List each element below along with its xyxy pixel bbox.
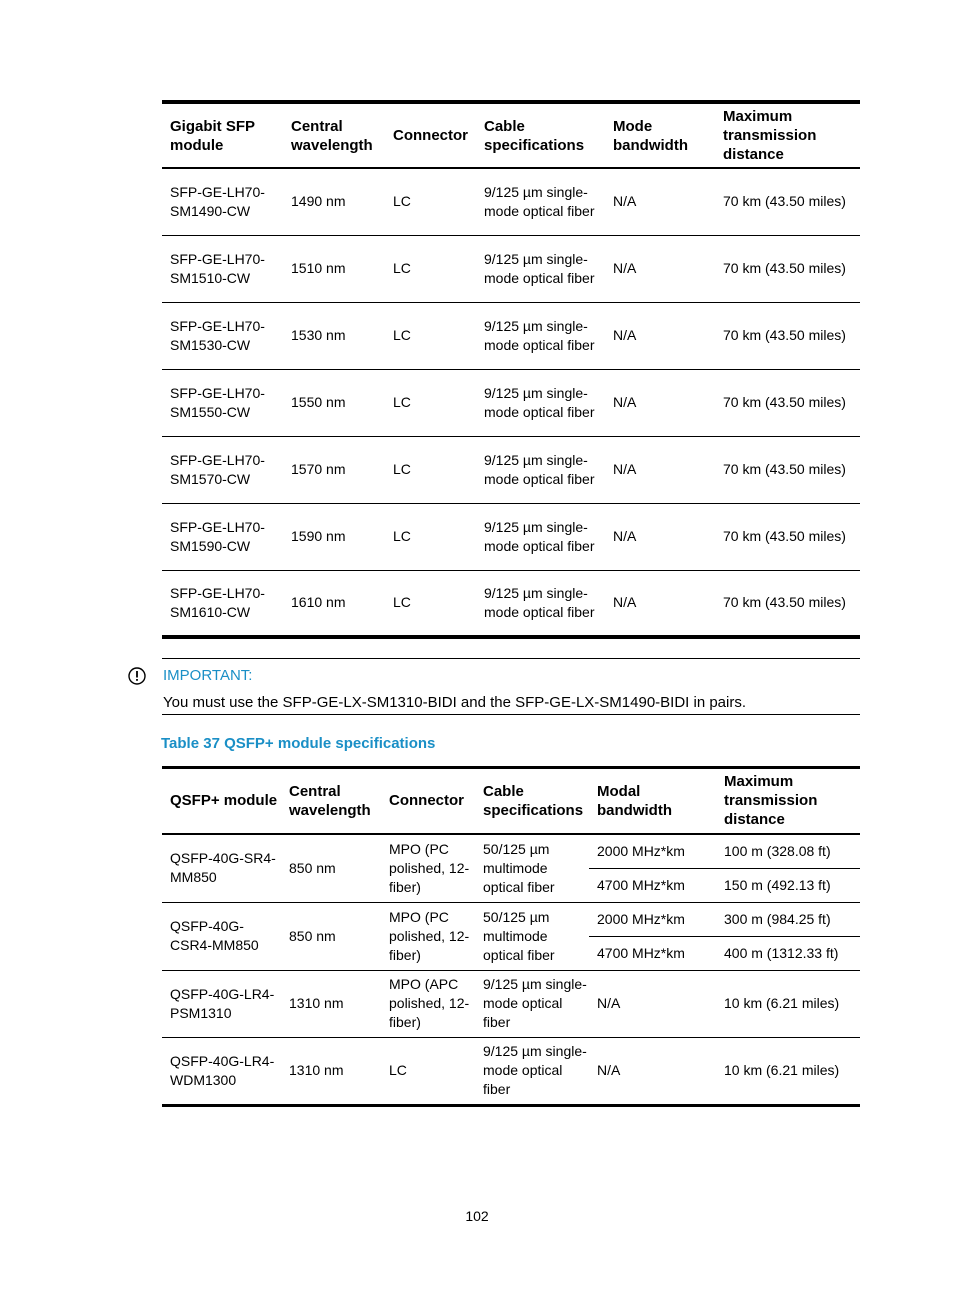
cell-module: QSFP-40G-LR4-PSM1310 (162, 970, 281, 1037)
cell-cable: 50/125 µm multimode optical fiber (475, 834, 589, 903)
qsfp-module-table (162, 766, 860, 1107)
table-row (162, 503, 860, 570)
cell-bandwidth: N/A (589, 970, 716, 1037)
header-cable: Cable specifications (475, 768, 589, 834)
cell-bandwidth: 2000 MHz*km (589, 834, 716, 869)
cell-wavelength: 1530 nm (283, 302, 385, 369)
table-row (162, 570, 860, 637)
cell-bandwidth: N/A (605, 436, 715, 503)
cell-distance: 10 km (6.21 miles) (716, 1037, 860, 1105)
cell-bandwidth: N/A (605, 235, 715, 302)
header-distance: Maximum transmission distance (716, 768, 860, 834)
cell-wavelength: 850 nm (281, 902, 381, 970)
cell-bandwidth: N/A (605, 503, 715, 570)
cell-cable: 9/125 µm single-mode optical fiber (476, 302, 605, 369)
cell-distance: 70 km (43.50 miles) (715, 503, 860, 570)
cell-connector: LC (385, 436, 476, 503)
note-divider (162, 658, 860, 659)
note-label: IMPORTANT: (163, 667, 253, 684)
table-row (162, 369, 860, 436)
cell-cable: 9/125 µm single-mode optical fiber (476, 436, 605, 503)
cell-module: SFP-GE-LH70-SM1590-CW (162, 503, 283, 570)
cell-cable: 9/125 µm single-mode optical fiber (476, 570, 605, 637)
table-row (162, 970, 860, 1037)
cell-module: SFP-GE-LH70-SM1570-CW (162, 436, 283, 503)
cell-cable: 9/125 µm single-mode optical fiber (476, 503, 605, 570)
cell-module: QSFP-40G-LR4-WDM1300 (162, 1037, 281, 1105)
cell-connector: MPO (APC polished, 12-fiber) (381, 970, 475, 1037)
cell-bandwidth: 4700 MHz*km (589, 936, 716, 970)
cell-distance: 100 m (328.08 ft) (716, 834, 860, 869)
page-number: 102 (465, 1208, 489, 1224)
cell-bandwidth: N/A (613, 193, 637, 210)
cell-module: SFP-GE-LH70-SM1490-CW (170, 183, 265, 219)
header-wavelength: Central wavelength (281, 768, 381, 834)
header-bandwidth: Modal bandwidth (589, 768, 716, 834)
header-cable: Cable specifications (476, 102, 605, 168)
cell-module: QSFP-40G-SR4-MM850 (162, 834, 281, 903)
cell-bandwidth: 2000 MHz*km (589, 902, 716, 936)
cell-wavelength: 1550 nm (283, 369, 385, 436)
cell-module: SFP-GE-LH70-SM1610-CW (162, 570, 283, 637)
cell-wavelength: 1310 nm (281, 970, 381, 1037)
cell-connector: LC (385, 235, 476, 302)
cell-distance: 70 km (43.50 miles) (715, 436, 860, 503)
cell-distance: 400 m (1312.33 ft) (716, 936, 860, 970)
cell-connector: LC (385, 503, 476, 570)
header-connector: Connector (385, 102, 476, 168)
cell-connector: LC (393, 193, 411, 210)
cell-wavelength: 1570 nm (283, 436, 385, 503)
table-row (162, 302, 860, 369)
header-distance: Maximum transmission distance (715, 102, 860, 168)
cell-module: QSFP-40G-CSR4-MM850 (162, 902, 281, 970)
cell-connector: LC (385, 369, 476, 436)
table-header-row (162, 102, 860, 168)
cell-module: SFP-GE-LH70-SM1510-CW (162, 235, 283, 302)
cell-connector: LC (385, 570, 476, 637)
table-row (162, 436, 860, 503)
header-module: Gigabit SFP module (162, 102, 283, 168)
table-row (162, 235, 860, 302)
cell-distance: 300 m (984.25 ft) (716, 902, 860, 936)
cell-bandwidth: N/A (605, 369, 715, 436)
cell-bandwidth: N/A (605, 302, 715, 369)
cell-wavelength: 1590 nm (283, 503, 385, 570)
cell-distance: 70 km (43.50 miles) (715, 235, 860, 302)
header-wavelength: Central wavelength (283, 102, 385, 168)
cell-wavelength: 1310 nm (281, 1037, 381, 1105)
cell-connector: LC (381, 1037, 475, 1105)
cell-distance: 70 km (43.50 miles) (715, 369, 860, 436)
cell-cable: 9/125 µm single-mode optical fiber (476, 235, 605, 302)
cell-bandwidth: N/A (589, 1037, 716, 1105)
cell-bandwidth: N/A (605, 570, 715, 637)
cell-cable: 9/125 µm single-mode optical fiber (475, 1037, 589, 1105)
table-row (162, 168, 860, 235)
cell-connector: LC (385, 302, 476, 369)
note-text: You must use the SFP-GE-LX-SM1310-BIDI and the SFP-GE-LX-SM1490-BIDI in pairs. (163, 694, 747, 711)
important-icon (128, 667, 146, 685)
cell-cable: 9/125 µm single-mode optical fiber (476, 369, 605, 436)
cell-wavelength: 1490 nm (291, 193, 346, 210)
cell-cable: 50/125 µm multimode optical fiber (475, 902, 589, 970)
cell-cable: 9/125 µm single-mode optical fiber (475, 970, 589, 1037)
cell-cable: 9/125 µm single-mode optical fiber (484, 183, 595, 219)
cell-wavelength: 1610 nm (283, 570, 385, 637)
cell-distance: 150 m (492.13 ft) (716, 868, 860, 902)
sfp-module-table (162, 100, 860, 639)
table-row (162, 902, 860, 936)
cell-module: SFP-GE-LH70-SM1530-CW (162, 302, 283, 369)
cell-bandwidth: 4700 MHz*km (589, 868, 716, 902)
cell-connector: MPO (PC polished, 12-fiber) (381, 834, 475, 903)
header-module: QSFP+ module (162, 768, 281, 834)
cell-connector: MPO (PC polished, 12-fiber) (381, 902, 475, 970)
cell-wavelength: 850 nm (281, 834, 381, 903)
header-connector: Connector (381, 768, 475, 834)
table-row (162, 1037, 860, 1105)
cell-wavelength: 1510 nm (283, 235, 385, 302)
table-caption: Table 37 QSFP+ module specifications (161, 735, 436, 752)
cell-distance: 70 km (43.50 miles) (715, 570, 860, 637)
cell-distance: 10 km (6.21 miles) (716, 970, 860, 1037)
header-bandwidth: Mode bandwidth (605, 102, 715, 168)
cell-module: SFP-GE-LH70-SM1550-CW (162, 369, 283, 436)
cell-distance: 70 km (43.50 miles) (715, 302, 860, 369)
cell-distance: 70 km (43.50 miles) (723, 193, 846, 210)
table-row (162, 834, 860, 869)
table-header-row (162, 768, 860, 834)
note-divider (162, 714, 860, 715)
